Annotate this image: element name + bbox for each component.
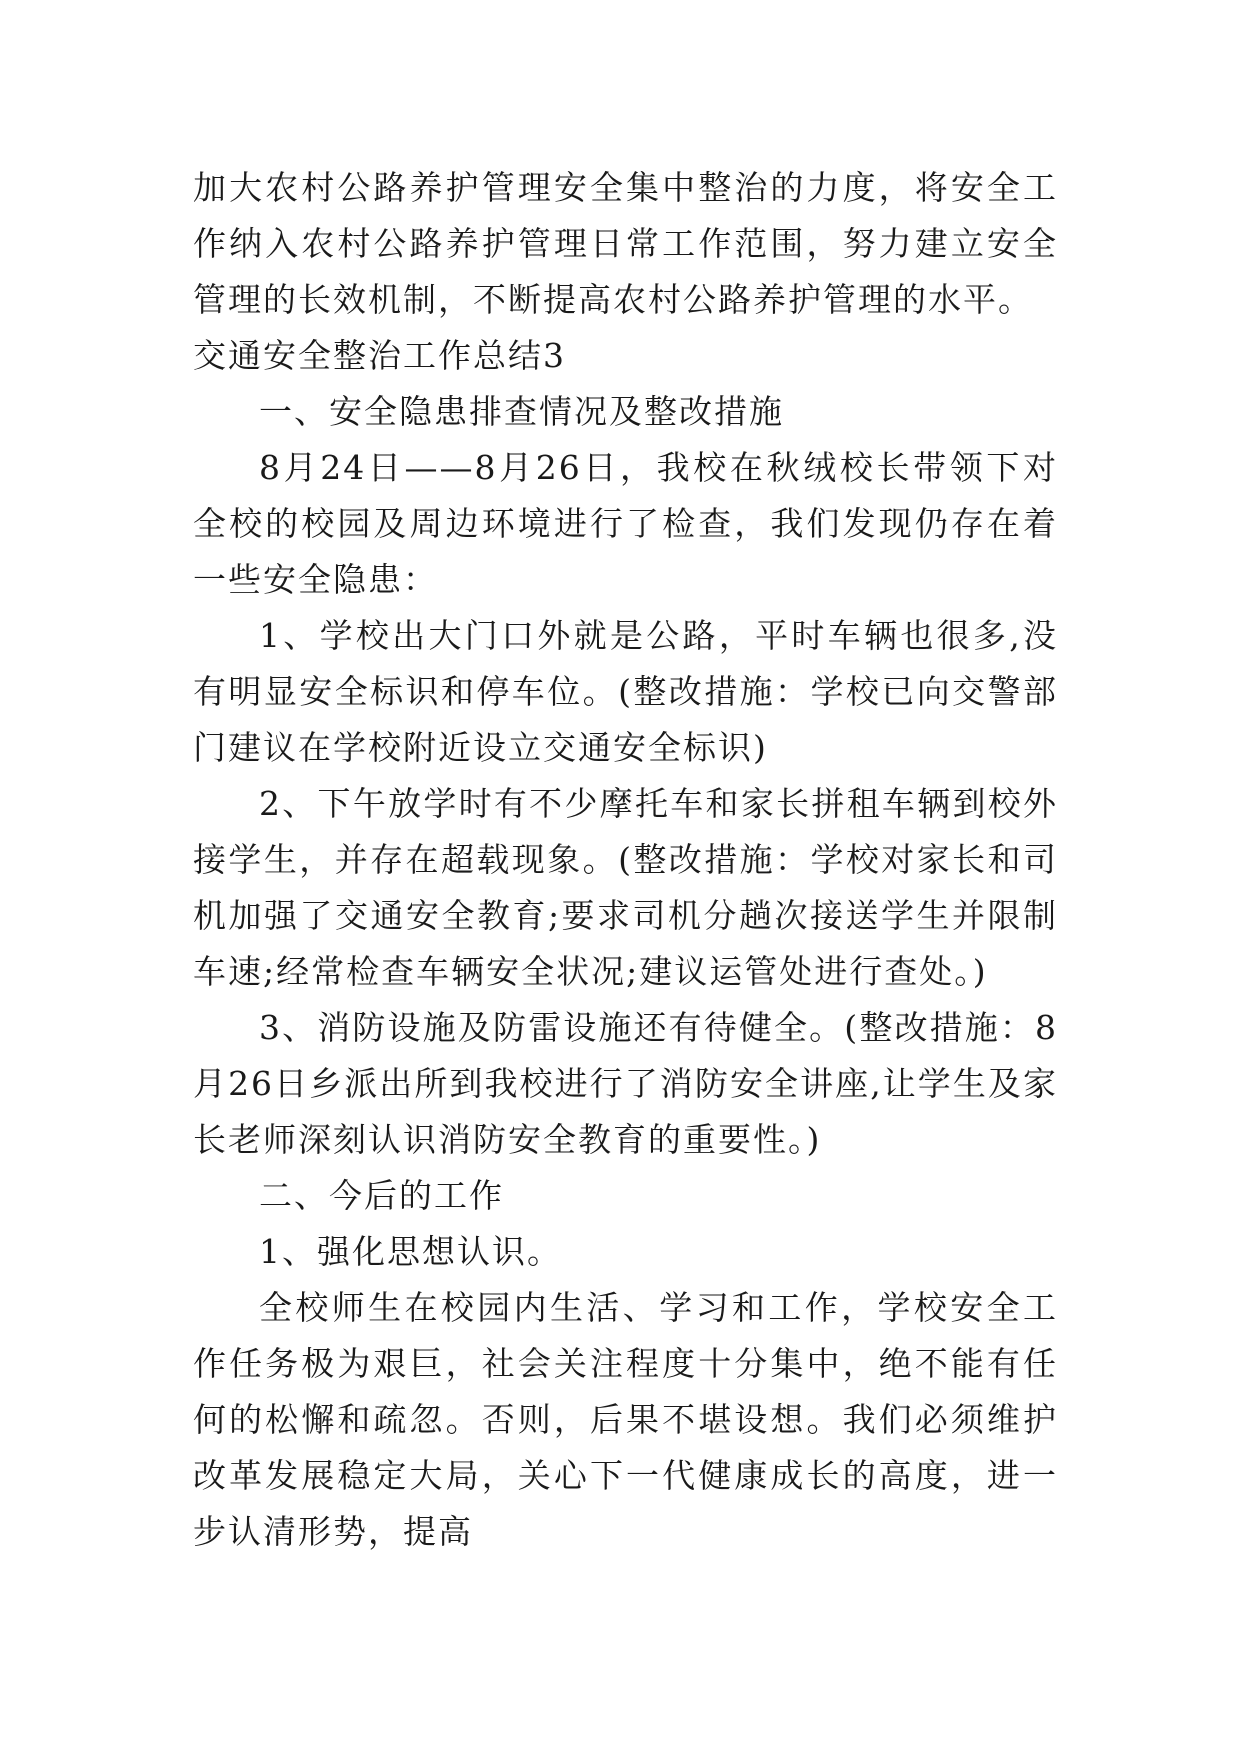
document-body <box>193 160 1058 1560</box>
list-item-hazard-2: 2、下午放学时有不少摩托车和家长拼租车辆到校外接学生，并存在超载现象。(整改措施：学校对家长和司机加强了交通安全教育;要求司机分趟次接送学生并限制车速;经常检查车辆安全状况;建议运管处进行查处。) <box>193 784 1058 991</box>
list-item-hazard-1: 1、学校出大门口外就是公路，平时车辆也很多,没有明显安全标识和停车位。(整改措施：学校已向交警部门建议在学校附近设立交通安全标识) <box>193 616 1058 767</box>
paragraph-continuation: 加大农村公路养护管理安全集中整治的力度，将安全工作纳入农村公路养护管理日常工作范围，努力建立安全管理的长效机制，不断提高农村公路养护管理的水平。 <box>193 168 1058 319</box>
paragraph-awareness-body: 全校师生在校园内生活、学习和工作，学校安全工作任务极为艰巨，社会关注程度十分集中，绝不能有任何的松懈和疏忽。否则，后果不堪设想。我们必须维护改革发展稳定大局，关心下一代健康成长的高度，进一步认清形势，提高 <box>193 1288 1058 1551</box>
list-item-hazard-3: 3、消防设施及防雷设施还有待健全。(整改措施：8月26日乡派出所到我校进行了消防安全讲座,让学生及家长老师深刻认识消防安全教育的重要性。) <box>193 1008 1058 1159</box>
heading-future-work: 二、今后的工作 <box>259 1176 504 1215</box>
paragraph-inspection-summary: 8月24日——8月26日，我校在秋绒校长带领下对全校的校园及周边环境进行了检查，我们发现仍存在着一些安全隐患： <box>193 448 1058 599</box>
heading-hazard-inspection: 一、安全隐患排查情况及整改措施 <box>259 392 784 431</box>
subheading-strengthen-awareness: 1、强化思想认识。 <box>259 1232 562 1271</box>
section-title: 交通安全整治工作总结3 <box>193 336 566 375</box>
